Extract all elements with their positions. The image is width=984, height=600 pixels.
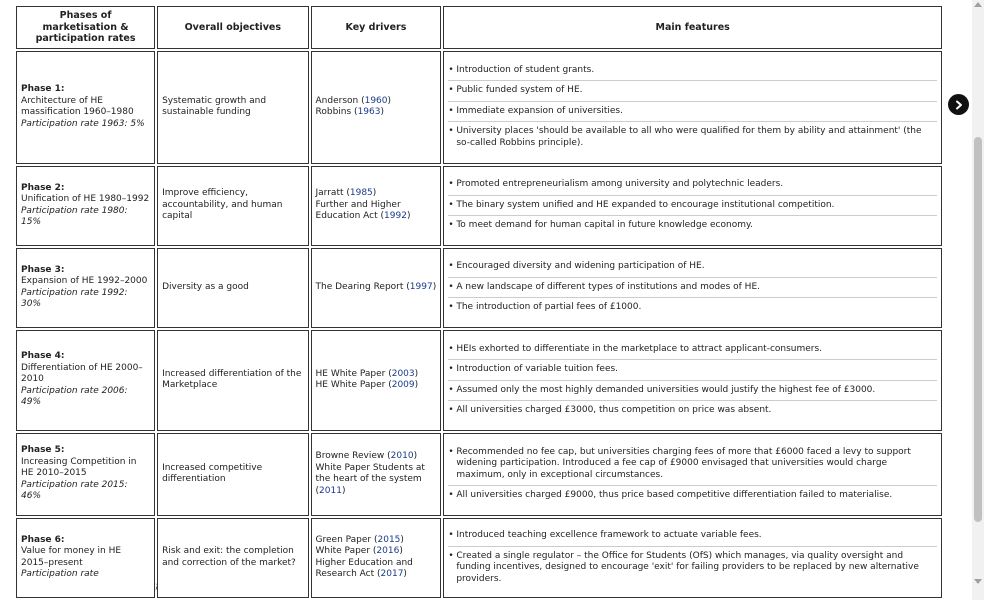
citation-link[interactable]: 1960 bbox=[364, 95, 388, 106]
table-header-row bbox=[16, 6, 942, 49]
list-item: • HEIs exhorted to differentiate in the marketplace to attract applicant-consumers. bbox=[448, 340, 937, 361]
driver-text: Jarratt ( bbox=[315, 188, 350, 199]
list-item: • Assumed only the most highly demanded universities would justify the highest fee of £3000. bbox=[448, 381, 937, 402]
phase-rate: Participation rate 2006: 49% bbox=[21, 385, 128, 408]
table-row bbox=[16, 248, 942, 328]
list-item: • Introduction of variable tuition fees. bbox=[448, 360, 937, 381]
list-item: • Recommended no fee cap, but universities charging fees of more that £6000 faced a levy to support widening participation. Introduced a fee cap of £9000 envisaged that universities would charge maximum, only in exceptional circumstances. bbox=[448, 443, 937, 487]
driver-item bbox=[316, 96, 437, 108]
marketisation-phases-table bbox=[14, 4, 944, 600]
phase-cell bbox=[16, 518, 155, 598]
list-item: • Public funded system of HE. bbox=[448, 81, 937, 102]
phase-title: Differentiation of HE 2000–2010 bbox=[21, 362, 143, 385]
driver-tail: ) bbox=[387, 95, 392, 106]
driver-tail: ) bbox=[432, 281, 437, 292]
phase-rate: Participation rate 1992: 30% bbox=[21, 287, 128, 309]
phase-title: Unification of HE 1980–1992 bbox=[21, 194, 150, 204]
features-list bbox=[448, 175, 937, 236]
drivers-cell bbox=[311, 518, 442, 598]
phase-label: Phase 5: bbox=[21, 445, 65, 456]
header-drivers: Key drivers bbox=[311, 6, 442, 49]
driver-text: Anderson ( bbox=[315, 95, 365, 106]
list-item: • Encouraged diversity and widening participation of HE. bbox=[448, 257, 937, 278]
header-phases: Phases of marketisation & participation rates bbox=[16, 6, 155, 49]
driver-text: White Paper Students at the heart of the system ( bbox=[315, 462, 425, 496]
driver-item bbox=[316, 546, 437, 558]
driver-tail: ) bbox=[400, 534, 404, 545]
phase-title: Expansion of HE 1992–2000 bbox=[21, 276, 148, 286]
phase-title: Value for money in HE 2015–present bbox=[21, 546, 122, 568]
citation-link[interactable]: 2015 bbox=[377, 534, 401, 545]
chevron-right-icon bbox=[954, 100, 964, 110]
driver-item bbox=[316, 463, 437, 498]
phase-rate: Participation rate bbox=[21, 569, 99, 579]
driver-text: The Dearing Report ( bbox=[315, 281, 410, 292]
features-list bbox=[448, 61, 937, 154]
driver-tail: ) bbox=[403, 569, 407, 579]
citation-link[interactable]: 1985 bbox=[349, 188, 373, 199]
list-item: • Created a single regulator – the Office for Students (OfS) which manages, via quality oversight and funding incentives, designed to encourage 'exit' for failing providers to be replaced by new alternative providers. bbox=[448, 547, 937, 590]
driver-text: Green Paper ( bbox=[315, 534, 378, 545]
driver-tail: ) bbox=[380, 107, 384, 117]
list-item: • All universities charged £3000, thus competition on price was absent. bbox=[448, 401, 937, 421]
objective-cell: Increased differentiation of the Marketplace bbox=[157, 330, 308, 431]
driver-tail: ) bbox=[414, 368, 419, 379]
drivers-cell bbox=[311, 330, 442, 431]
phase-rate: Participation rate 1963: 5% bbox=[21, 118, 145, 129]
features-list bbox=[448, 340, 937, 421]
citation-link[interactable]: 2017 bbox=[380, 569, 404, 579]
driver-item bbox=[316, 535, 437, 547]
phase-cell bbox=[16, 433, 155, 516]
header-features: Main features bbox=[443, 6, 942, 49]
header-objectives: Overall objectives bbox=[157, 6, 308, 49]
driver-tail: ) bbox=[372, 188, 377, 199]
table-row bbox=[16, 518, 942, 598]
driver-text: Higher Education and Research Act ( bbox=[315, 557, 413, 579]
phase-title: Architecture of HE massification 1960–1980 bbox=[21, 95, 134, 117]
phase-label: Phase 3: bbox=[21, 264, 65, 275]
objective-cell: Improve efficiency, accountability, and human capital bbox=[157, 166, 308, 246]
list-item: • University places 'should be available to all who were qualified for them by ability and attainment' (the so-called Robbins principle). bbox=[448, 122, 937, 153]
driver-tail: ) bbox=[406, 211, 411, 222]
list-item: • To meet demand for human capital in future knowledge economy. bbox=[448, 216, 937, 236]
driver-item bbox=[316, 200, 437, 223]
features-cell bbox=[443, 166, 942, 246]
driver-tail: ) bbox=[399, 546, 403, 556]
features-cell bbox=[443, 51, 942, 164]
table-row bbox=[16, 433, 942, 516]
phase-rate: Participation rate 1980: 15% bbox=[21, 205, 128, 227]
phase-label: Phase 6: bbox=[21, 534, 65, 545]
list-item: • Immediate expansion of universities. bbox=[448, 102, 937, 123]
citation-link[interactable]: 2009 bbox=[391, 380, 415, 390]
phase-rate: Participation rate 2015: 46% bbox=[21, 479, 128, 502]
driver-item bbox=[316, 558, 437, 581]
citation-link[interactable]: 1963 bbox=[357, 107, 381, 117]
driver-item bbox=[316, 369, 437, 381]
citation-link[interactable]: 2003 bbox=[391, 368, 415, 379]
features-list bbox=[448, 526, 937, 589]
features-list bbox=[448, 257, 937, 318]
list-item: • The binary system unified and HE expanded to encourage institutional competition. bbox=[448, 196, 937, 217]
citation-link[interactable]: 2016 bbox=[376, 546, 400, 556]
scrollbar-thumb[interactable] bbox=[974, 137, 982, 522]
features-cell bbox=[443, 518, 942, 598]
driver-item bbox=[316, 451, 437, 463]
features-list bbox=[448, 443, 937, 506]
table-row bbox=[16, 51, 942, 164]
phase-cell bbox=[16, 248, 155, 328]
list-item: • Introduced teaching excellence framework to actuate variable fees. bbox=[448, 526, 937, 547]
driver-text: Browne Review ( bbox=[315, 451, 391, 461]
objective-cell: Diversity as a good bbox=[157, 248, 308, 328]
driver-item bbox=[316, 107, 437, 119]
driver-text: Further and Higher Education Act ( bbox=[315, 199, 401, 222]
phase-label: Phase 2: bbox=[21, 182, 65, 193]
phase-title: Increasing Competition in HE 2010–2015 bbox=[21, 456, 137, 479]
table-row bbox=[16, 166, 942, 246]
list-item: • A new landscape of different types of institutions and modes of HE. bbox=[448, 278, 937, 299]
driver-text: HE White Paper ( bbox=[315, 380, 392, 390]
drivers-cell bbox=[311, 51, 442, 164]
list-item: • The introduction of partial fees of £1000. bbox=[448, 298, 937, 318]
drivers-cell bbox=[311, 248, 442, 328]
features-cell bbox=[443, 248, 942, 328]
phase-label: Phase 1: bbox=[21, 84, 65, 94]
driver-tail: ) bbox=[414, 380, 419, 390]
features-cell bbox=[443, 433, 942, 516]
features-cell bbox=[443, 330, 942, 431]
driver-tail: ) bbox=[413, 451, 418, 461]
phase-label: Phase 4: bbox=[21, 351, 65, 362]
driver-text: Robbins ( bbox=[315, 107, 358, 117]
phase-cell bbox=[16, 51, 155, 164]
driver-tail: ) bbox=[341, 485, 346, 496]
list-item: • Promoted entrepreneurialism among university and polytechnic leaders. bbox=[448, 175, 937, 196]
driver-text: White Paper ( bbox=[315, 546, 377, 556]
phase-cell bbox=[16, 330, 155, 431]
drivers-cell bbox=[311, 433, 442, 516]
scroll-up-icon[interactable] bbox=[974, 0, 982, 8]
drivers-cell bbox=[311, 166, 442, 246]
phase-cell bbox=[16, 166, 155, 246]
citation-link[interactable]: 2011 bbox=[319, 485, 342, 496]
driver-text: HE White Paper ( bbox=[315, 368, 392, 379]
citation-link[interactable]: 1997 bbox=[409, 281, 433, 292]
vertical-scrollbar[interactable] bbox=[972, 0, 984, 600]
citation-link[interactable]: 2010 bbox=[390, 451, 414, 461]
driver-item bbox=[316, 380, 437, 392]
list-item: • All universities charged £9000, thus price based competitive differentiation failed to materialise. bbox=[448, 486, 937, 506]
list-item: • Introduction of student grants. bbox=[448, 61, 937, 82]
objective-cell: Increased competitive differentiation bbox=[157, 433, 308, 516]
next-slide-button[interactable] bbox=[948, 94, 969, 115]
driver-item bbox=[316, 188, 437, 200]
table-row bbox=[16, 330, 942, 431]
scroll-down-icon[interactable] bbox=[974, 578, 982, 586]
objective-cell: Risk and exit: the completion and correction of the market? bbox=[157, 518, 308, 598]
driver-item bbox=[316, 282, 437, 294]
objective-cell: Systematic growth and sustainable funding bbox=[157, 51, 308, 164]
citation-link[interactable]: 1992 bbox=[384, 211, 407, 222]
